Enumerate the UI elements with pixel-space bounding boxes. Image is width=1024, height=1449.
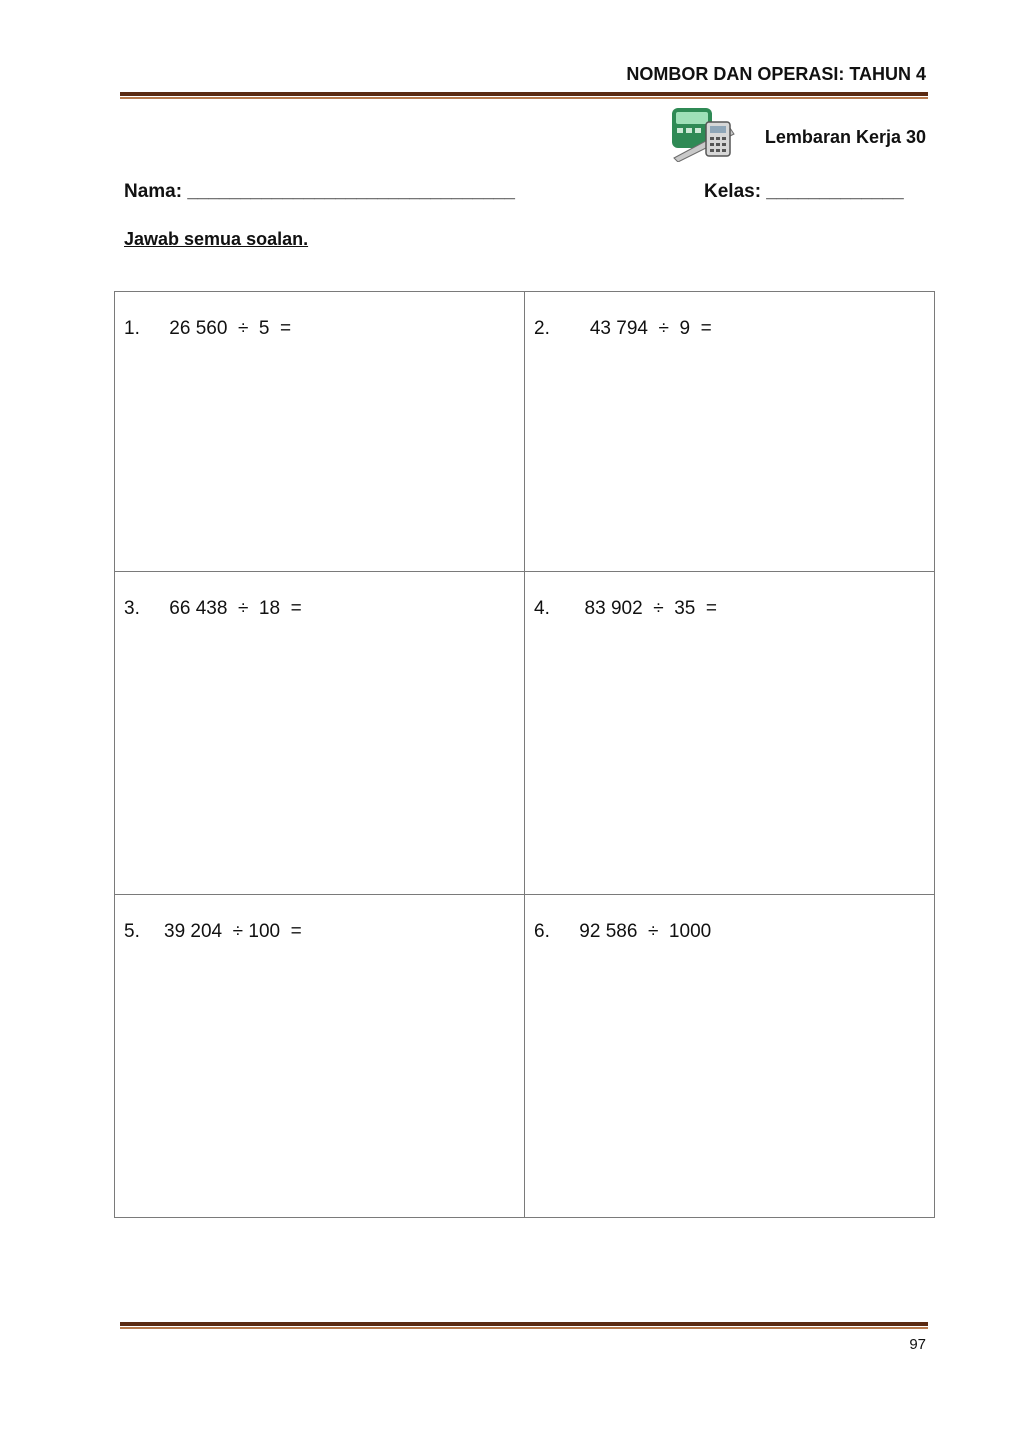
question-expression: 66 438 ÷ 18 = — [164, 598, 302, 619]
question-number: 5. — [124, 921, 140, 942]
instruction-text: Jawab semua soalan. — [124, 229, 309, 249]
page-header-title: NOMBOR DAN OPERASI: TAHUN 4 — [626, 64, 926, 84]
question-number: 4. — [534, 598, 550, 619]
name-field[interactable]: Nama: _______________________________ — [124, 181, 515, 202]
question-cell[interactable] — [115, 895, 525, 1217]
question-expression: 83 902 ÷ 35 = — [574, 598, 718, 619]
page-number: 97 — [909, 1336, 926, 1353]
question-cell[interactable] — [115, 292, 525, 572]
question-number: 1. — [124, 318, 140, 339]
question-expression: 92 586 ÷ 1000 — [574, 921, 712, 942]
header-rule — [120, 92, 928, 99]
question-cell[interactable] — [115, 572, 525, 895]
question-expression: 43 794 ÷ 9 = — [574, 318, 712, 339]
question-number: 2. — [534, 318, 550, 339]
question-expression: 39 204 ÷ 100 = — [164, 921, 302, 942]
footer-rule — [120, 1322, 928, 1329]
question-cell[interactable] — [525, 292, 934, 572]
question-grid — [114, 291, 935, 1218]
question-expression: 26 560 ÷ 5 = — [164, 318, 292, 339]
class-field[interactable]: Kelas: _____________ — [704, 181, 904, 202]
question-number: 6. — [534, 921, 550, 942]
question-cell[interactable] — [525, 895, 934, 1217]
question-number: 3. — [124, 598, 140, 619]
worksheet-label: Lembaran Kerja 30 — [764, 127, 926, 147]
calculator-ruler-icon — [670, 106, 736, 162]
question-cell[interactable] — [525, 572, 934, 895]
